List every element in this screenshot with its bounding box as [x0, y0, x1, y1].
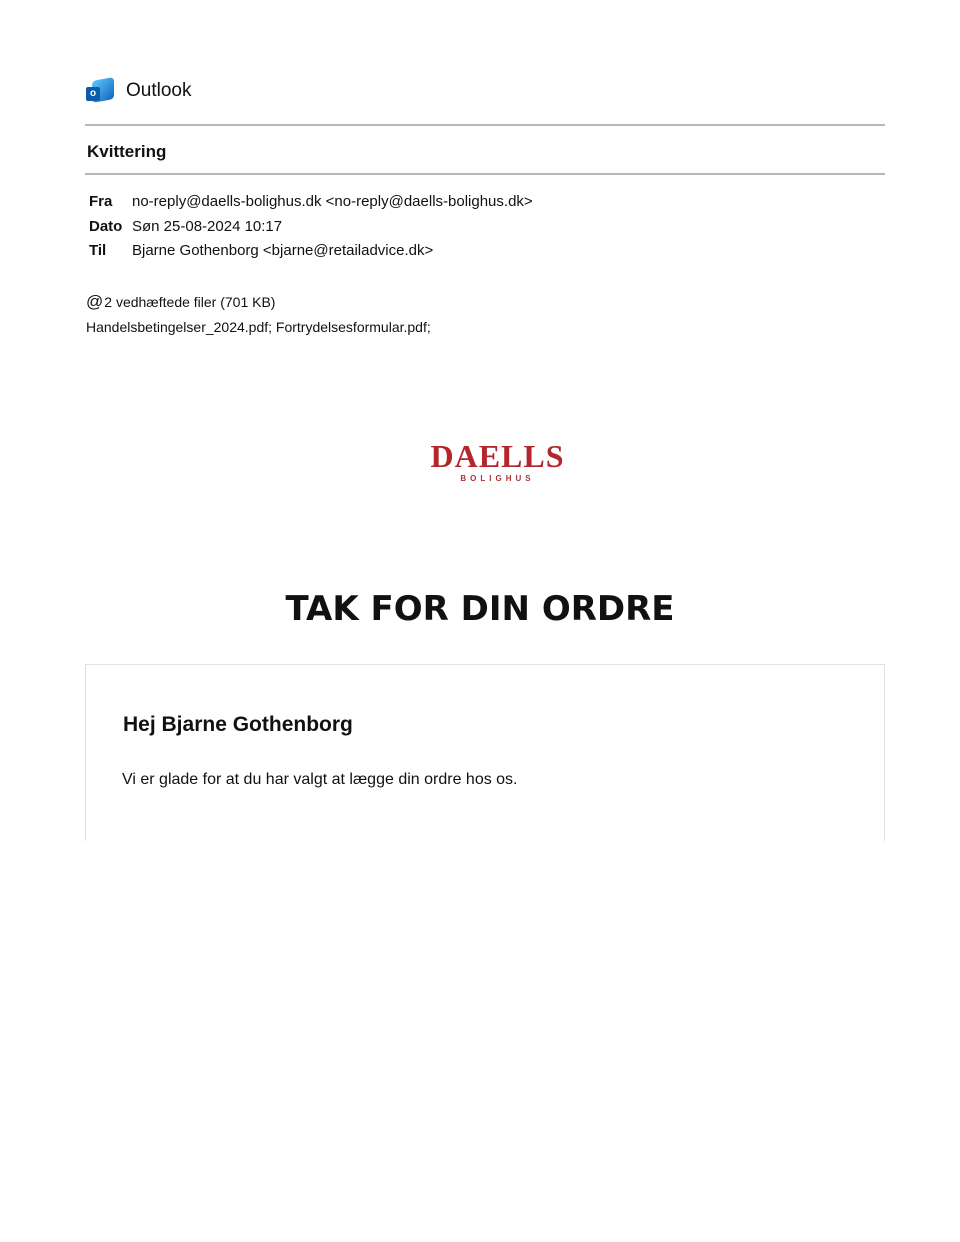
attachment-icon: @: [86, 292, 104, 311]
brand-sub: BOLIGHUS: [460, 474, 535, 483]
to-label: Til: [89, 242, 107, 259]
message-card: [85, 664, 885, 841]
attachments: [86, 289, 431, 340]
from-label: Fra: [89, 193, 113, 210]
outlook-logo-icon: o: [86, 77, 114, 105]
message-text: Vi er glade for at du har valgt at lægge din ordre hos os.: [122, 771, 518, 788]
date-label: Dato: [89, 217, 123, 235]
brand-name: DAELLS: [430, 438, 565, 474]
divider: [85, 173, 885, 175]
attachment-list[interactable]: Handelsbetingelser_2024.pdf; Fortrydelsesformular.pdf;: [86, 319, 431, 335]
date-value: Søn 25-08-2024 10:17: [132, 217, 283, 235]
order-title: TAK FOR DIN ORDRE: [285, 589, 675, 629]
email-subject: Kvittering: [87, 142, 167, 161]
attachments-summary: 2 vedhæftede filer (701 KB): [104, 294, 276, 310]
app-name: Outlook: [126, 80, 192, 101]
to-value: Bjarne Gothenborg <bjarne@retailadvice.dk>: [132, 242, 434, 259]
email-meta: [89, 190, 533, 264]
greeting: Hej Bjarne Gothenborg: [123, 713, 353, 736]
daells-logo: [380, 438, 615, 484]
divider: [85, 124, 885, 126]
app-header: [86, 77, 191, 105]
from-value: no-reply@daells-bolighus.dk <no-reply@daells-bolighus.dk>: [132, 193, 533, 210]
